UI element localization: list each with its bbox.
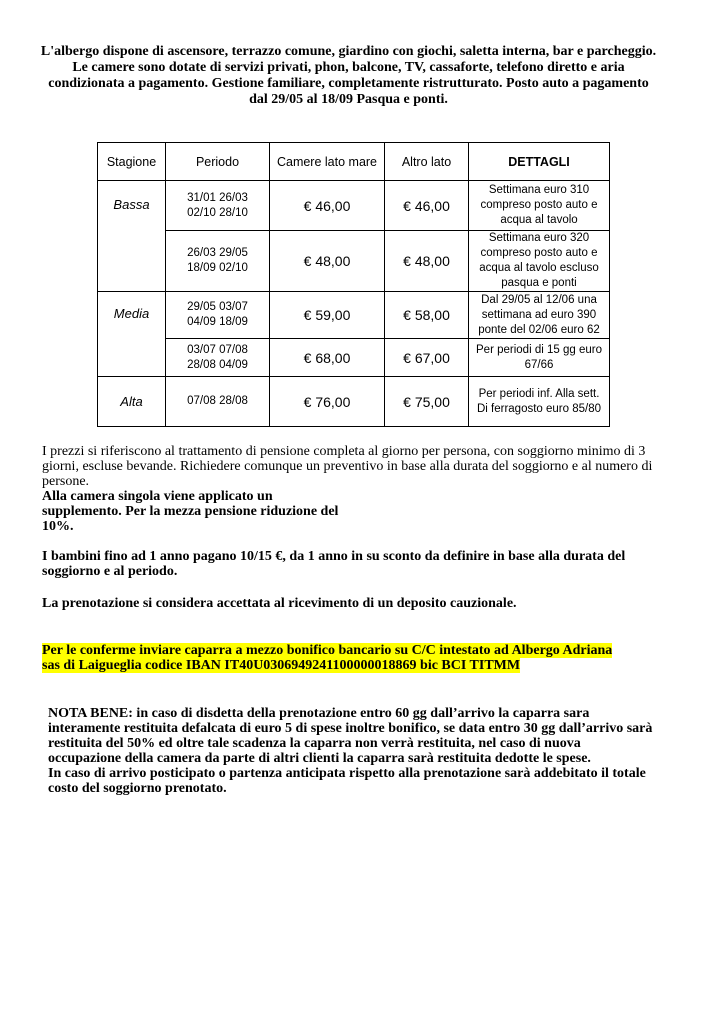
price-sea-view: € 76,00	[270, 377, 385, 427]
details-cell: Per periodi inf. Alla sett. Di ferragosto euro 85/80	[469, 377, 610, 427]
price-sea-view: € 68,00	[270, 339, 385, 377]
header-period: Periodo	[166, 143, 270, 181]
single-room-note: Alla camera singola viene applicato un supplemento. Per la mezza pensione riduzione del 10%.	[42, 489, 339, 534]
deposit-line-2: sas di Laigueglia codice IBAN IT40U0306949241100000018869 bic BCI TITMM	[42, 658, 521, 673]
period-cell: 03/07 07/08 28/08 04/09	[166, 339, 270, 377]
booking-note: La prenotazione si considera accettata al ricevimento di un deposito cauzionale.	[42, 596, 517, 611]
price-sea-view: € 48,00	[270, 231, 385, 292]
table-row	[98, 181, 610, 231]
hotel-description: L'albergo dispone di ascensore, terrazzo comune, giardino con giochi, saletta interna, bar e parcheggio. Le camere sono dotate di servizi privati, phon, balcone, TV, cassaforte, telefono diretto e aria condizionata a pagamento. Gestione familiare, completamente ristrutturato. Posto auto a pagamento dal 29/05 al 18/09 Pasqua e ponti.	[40, 44, 657, 107]
price-other-side: € 46,00	[385, 181, 469, 231]
table-row	[98, 377, 610, 427]
details-cell: Settimana euro 310 compreso posto auto e acqua al tavolo	[469, 181, 610, 231]
period-cell: 26/03 29/05 18/09 02/10	[166, 231, 270, 292]
price-other-side: € 67,00	[385, 339, 469, 377]
season-low: Bassa	[98, 181, 166, 292]
price-sea-view: € 46,00	[270, 181, 385, 231]
period-cell: 07/08 28/08	[166, 377, 270, 427]
header-details: DETTAGLI	[469, 143, 610, 181]
season-mid: Media	[98, 292, 166, 377]
header-other-side: Altro lato	[385, 143, 469, 181]
price-sea-view: € 59,00	[270, 292, 385, 339]
price-table-header-row	[98, 143, 610, 181]
nota-bene: NOTA BENE: in caso di disdetta della prenotazione entro 60 gg dall’arrivo la caparra sara interamente restituita defalcata di euro 5 di spese inoltre bonifico, se data entro 30 gg dall’arrivo sarà restituita del 50% ed oltre tale scadenza la caparra non verrà restituita, nel caso di nuova occupazione della camera da parte di altri clienti la caparra sarà restituita dedotte le spese. In caso di arrivo posticipato o partenza anticipata rispetto alla prenotazione sarà addebitato il totale costo del soggiorno prenotato.	[48, 706, 653, 796]
price-other-side: € 58,00	[385, 292, 469, 339]
table-row	[98, 339, 610, 377]
table-row	[98, 292, 610, 339]
prices-note: I prezzi si riferiscono al trattamento di pensione completa al giorno per persona, con soggiorno minimo di 3 giorni, escluse bevande. Richiedere comunque un preventivo in base alla durata del soggiorno e al numero di persone.	[42, 444, 653, 489]
deposit-note	[42, 643, 658, 673]
details-cell: Dal 29/05 al 12/06 una settimana ad euro 390 ponte del 02/06 euro 62	[469, 292, 610, 339]
period-cell: 29/05 03/07 04/09 18/09	[166, 292, 270, 339]
season-high: Alta	[98, 377, 166, 427]
period-cell: 31/01 26/03 02/10 28/10	[166, 181, 270, 231]
price-other-side: € 48,00	[385, 231, 469, 292]
price-other-side: € 75,00	[385, 377, 469, 427]
children-note: I bambini fino ad 1 anno pagano 10/15 €, da 1 anno in su sconto da definire in base alla durata del soggiorno e al periodo.	[42, 549, 626, 579]
header-sea-view: Camere lato mare	[270, 143, 385, 181]
header-season: Stagione	[98, 143, 166, 181]
deposit-line-1: Per le conferme inviare caparra a mezzo bonifico bancario su C/C intestato ad Albergo Adriana	[42, 643, 613, 658]
price-table	[97, 142, 610, 427]
table-row	[98, 231, 610, 292]
details-cell: Per periodi di 15 gg euro 67/66	[469, 339, 610, 377]
details-cell: Settimana euro 320 compreso posto auto e acqua al tavolo escluso pasqua e ponti	[469, 231, 610, 292]
